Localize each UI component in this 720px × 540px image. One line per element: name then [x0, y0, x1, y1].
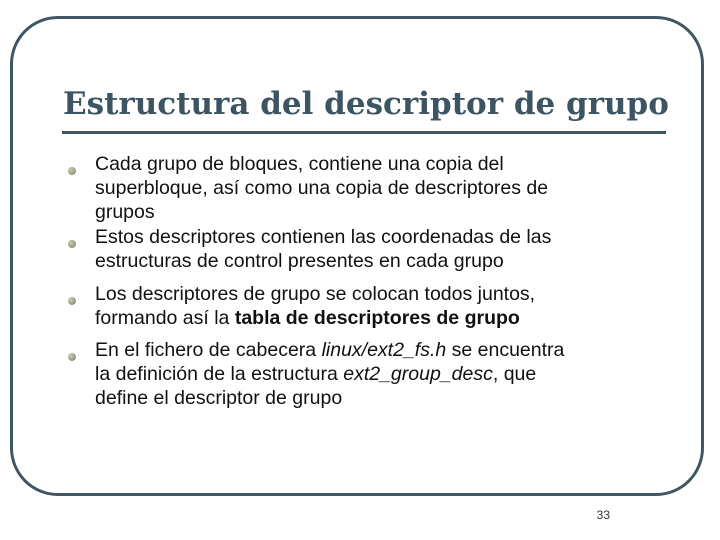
- bullet-4-line-3: define el descriptor de grupo: [95, 387, 343, 409]
- bullet-3-bold-term: tabla de descriptores de grupo: [234, 307, 520, 329]
- bullet-dot-icon: [68, 297, 76, 305]
- bullet-4-line-2-prefix: la definición de la estructura: [95, 363, 344, 385]
- bullet-1-line-1: Cada grupo de bloques, contiene una copia del: [95, 153, 504, 175]
- bullet-dot-icon: [68, 240, 76, 248]
- bullet-4-header-path: linux/ext2_fs.h: [321, 339, 447, 361]
- bullet-text-4: [95, 338, 675, 410]
- bullet-text-2: [95, 225, 675, 273]
- bullet-2-line-2: estructuras de control presentes en cada grupo: [95, 250, 504, 272]
- title-underline: [62, 131, 666, 134]
- bullet-text-3: [95, 282, 675, 330]
- bullet-4-struct-name: ext2_group_desc: [343, 363, 493, 385]
- bullet-3-line-2-prefix: formando así la: [95, 307, 235, 329]
- bullet-4-line-1-suffix: se encuentra: [446, 339, 565, 361]
- slide-number: 33: [596, 508, 610, 522]
- bullet-1-line-3: grupos: [95, 201, 155, 223]
- bullet-2-line-1: Estos descriptores contienen las coordenadas de las: [95, 226, 552, 248]
- bullet-1-line-2: superbloque, así como una copia de descriptores de: [95, 177, 549, 199]
- bullet-dot-icon: [68, 167, 76, 175]
- slide-title: Estructura del descriptor de grupo: [63, 86, 669, 122]
- bullet-4-line-2-suffix: , que: [492, 363, 537, 385]
- bullet-text-1: [95, 152, 675, 224]
- bullet-3-line-1: Los descriptores de grupo se colocan todos juntos,: [95, 283, 536, 305]
- bullet-dot-icon: [68, 353, 76, 361]
- bullet-4-line-1-prefix: En el fichero de cabecera: [95, 339, 322, 361]
